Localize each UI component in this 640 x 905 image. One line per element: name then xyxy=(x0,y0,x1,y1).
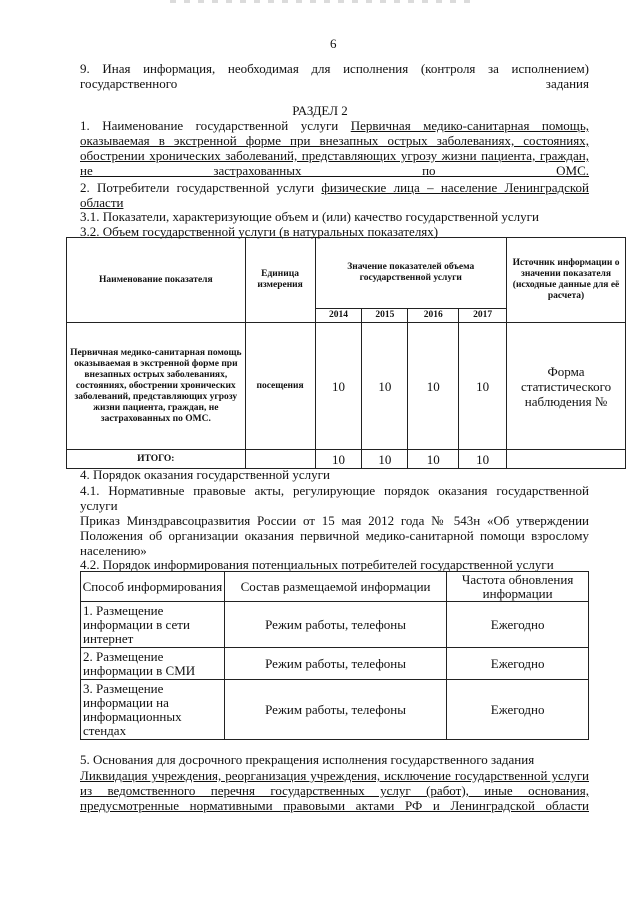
method-cell: 3. Размещение информации на информационных стендах xyxy=(81,680,225,740)
total-value: 10 xyxy=(408,450,459,469)
order-text: Приказ Минздравсоцразвития России от 15 мая 2012 года № 543н «Об утверждении Положения об организации оказания первичной медико-санитарной помощи взрослому населению» xyxy=(80,513,589,558)
item-4: 4. Порядок оказания государственной услуги xyxy=(80,467,330,482)
item-9: 9. Иная информация, необходимая для исполнения (контроля за исполнением) государственного задания xyxy=(80,61,589,91)
header-frequency: Частота обновления информации xyxy=(447,572,589,602)
row-value: 10 xyxy=(362,323,408,450)
method-cell: 1. Размещение информации в сети интернет xyxy=(81,602,225,648)
item-5: 5. Основания для досрочного прекращения исполнения государственного задания xyxy=(80,752,535,767)
item-1-prefix: 1. Наименование государственной услуги xyxy=(80,118,339,133)
page-number: 6 xyxy=(330,36,337,51)
item-2-consumers: физические лица – население Ленинградской области xyxy=(80,180,589,210)
table-row xyxy=(67,323,626,450)
row-indicator-name: Первичная медико-санитарная помощь оказываемая в экстренной форме при внезапных острых заболеваниях, состояниях, обострении хронических заболеваний, представляющих угрозу жизни пациента, граждан, не застрахованных по ОМС. xyxy=(67,323,246,450)
table-row xyxy=(81,648,589,680)
info-table xyxy=(80,571,589,740)
table-row xyxy=(81,680,589,740)
header-unit: Единица измерения xyxy=(245,238,315,323)
item-3-2: 3.2. Объем государственной услуги (в натуральных показателях) xyxy=(80,224,439,239)
item-2 xyxy=(80,180,589,210)
header-year: 2014 xyxy=(315,309,362,323)
item-4-1: 4.1. Нормативные правовые акты, регулирующие порядок оказания государственной услуги xyxy=(80,483,589,513)
header-content: Состав размещаемой информации xyxy=(224,572,446,602)
section-title: РАЗДЕЛ 2 xyxy=(292,103,348,118)
table-row xyxy=(81,602,589,648)
header-method: Способ информирования xyxy=(81,572,225,602)
total-label: ИТОГО: xyxy=(67,450,246,469)
header-source: Источник информации о значении показателя (исходные данные для её расчета) xyxy=(507,238,626,323)
item-1-service: Первичная медико-санитарная помощь, оказываемая в экстренной форме при внезапных острых заболеваниях, состояниях, обострении хронических заболеваний, представляющих угрозу жизни пациента, граждан, не застрахованных по ОМС. xyxy=(80,118,589,178)
total-source xyxy=(507,450,626,469)
frequency-cell: Ежегодно xyxy=(447,602,589,648)
header-year: 2017 xyxy=(459,309,507,323)
row-value: 10 xyxy=(315,323,362,450)
row-unit: посещения xyxy=(245,323,315,450)
frequency-cell: Ежегодно xyxy=(447,680,589,740)
header-values: Значение показателей объема государственной услуги xyxy=(315,238,507,309)
item-2-prefix: 2. Потребители государственной услуги xyxy=(80,180,315,195)
item-4-2: 4.2. Порядок информирования потенциальных потребителей государственной услуги xyxy=(80,557,554,572)
item-3-1: 3.1. Показатели, характеризующие объем и (или) качество государственной услуги xyxy=(80,209,539,224)
total-value: 10 xyxy=(459,450,507,469)
item-5-text: Ликвидация учреждения, реорганизация учреждения, исключение государственной услуги из ведомственного перечня государственных услуг (работ), иные основания, предусмотренные нормативными правовыми актами РФ и Ленинградской области xyxy=(80,768,589,813)
header-indicator-name: Наименование показателя xyxy=(67,238,246,323)
total-value: 10 xyxy=(362,450,408,469)
content-cell: Режим работы, телефоны xyxy=(224,680,446,740)
row-value: 10 xyxy=(408,323,459,450)
volume-table xyxy=(66,237,626,469)
total-unit xyxy=(245,450,315,469)
method-cell: 2. Размещение информации в СМИ xyxy=(81,648,225,680)
item-1 xyxy=(80,118,589,178)
scan-artifact xyxy=(170,0,470,3)
header-year: 2015 xyxy=(362,309,408,323)
content-cell: Режим работы, телефоны xyxy=(224,648,446,680)
header-year: 2016 xyxy=(408,309,459,323)
frequency-cell: Ежегодно xyxy=(447,648,589,680)
row-source: Форма статистического наблюдения № xyxy=(507,323,626,450)
table-row-total xyxy=(67,450,626,469)
total-value: 10 xyxy=(315,450,362,469)
content-cell: Режим работы, телефоны xyxy=(224,602,446,648)
row-value: 10 xyxy=(459,323,507,450)
